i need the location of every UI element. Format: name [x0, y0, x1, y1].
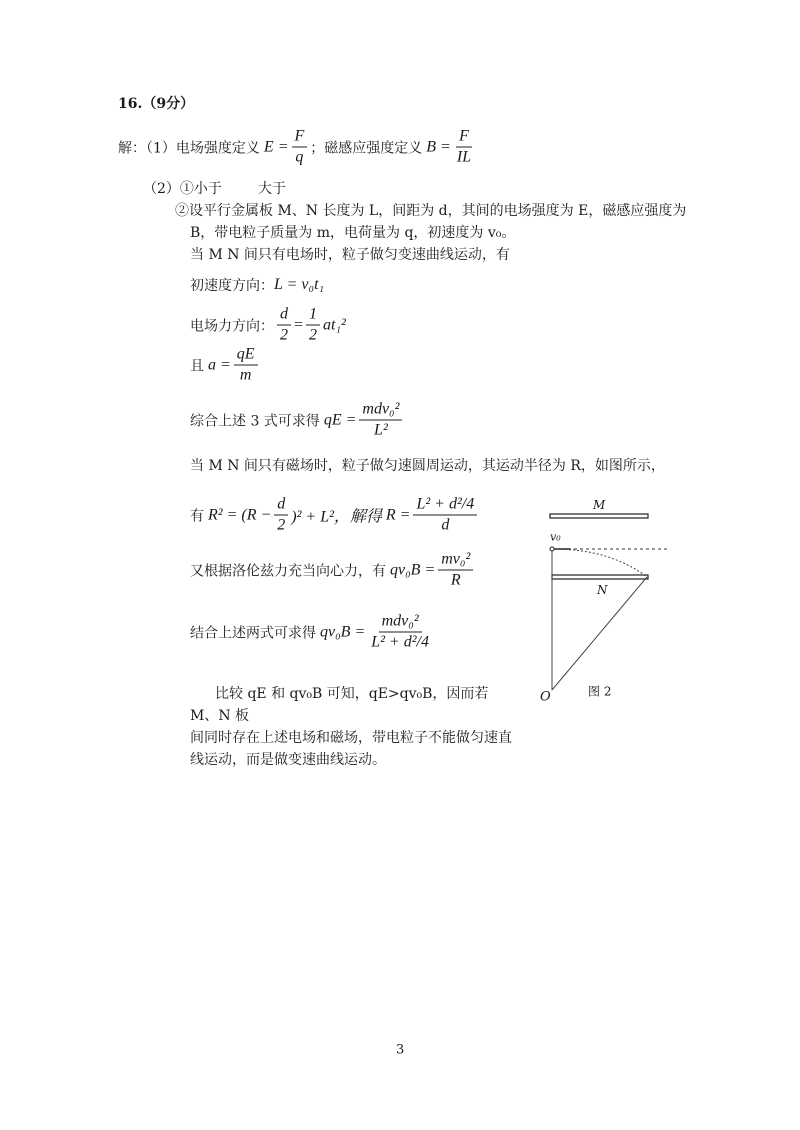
eq2-half-den: 2 [309, 326, 318, 344]
eq1: L = v₀t₁ [274, 276, 325, 293]
conclusion-3: 线运动，而是做变速曲线运动。 [190, 752, 386, 768]
eq2-num: d [277, 305, 291, 326]
b-num: F [456, 127, 472, 148]
eq5-dnum: d [274, 495, 288, 516]
part2-label: （2）①小于 [143, 181, 222, 197]
eq2-equals: = [294, 316, 304, 333]
eq1-label: 初速度方向： [190, 278, 274, 294]
eq4-num: mdv₀² [359, 400, 402, 421]
eq5-c: R = [385, 506, 411, 523]
eq7-label: 结合上述两式可求得 [190, 625, 316, 641]
label-n: N [597, 583, 608, 597]
e-den: q [295, 148, 304, 166]
particle-point [550, 547, 554, 551]
eq2-half-num: 1 [306, 305, 320, 326]
eq5-dden: 2 [277, 516, 286, 534]
plate-n [552, 575, 648, 579]
part1-prefix: 解：（1）电场强度定义 [118, 140, 260, 156]
b-den: IL [456, 148, 472, 166]
part2-line4: 当 M N 间只有磁场时，粒子做匀速圆周运动，其运动半径为 R，如图所示， [190, 458, 665, 474]
eq3-num: qE [234, 345, 258, 366]
conclusion-1: 比较 qE 和 qv₀B 可知，qE>qv₀B，因而若 M、N 板 [190, 686, 489, 724]
eq3-den: m [239, 366, 252, 384]
eq3-lhs: a = [208, 356, 231, 373]
eq4-label: 综合上述 3 式可求得 [190, 413, 320, 429]
eq6-label: 又根据洛伦兹力充当向心力，有 [190, 563, 386, 579]
page-number: 3 [396, 1042, 405, 1058]
eq7-den: L² + d²/4 [371, 633, 429, 651]
eq2-den: 2 [280, 326, 288, 344]
part1-sep: ；磁感应强度定义 [310, 140, 423, 156]
eq6-lhs: qv₀B = [390, 561, 436, 578]
eq5-a: R² = (R − [208, 506, 272, 523]
e-num: F [292, 127, 308, 148]
eq2-label: 电场力方向： [190, 318, 274, 334]
eq4-lhs: qE = [323, 411, 357, 428]
eq6-den: R [450, 571, 461, 589]
eq5-num: L² + d²/4 [413, 495, 477, 516]
part2-line2: B，带电粒子质量为 m，电荷量为 q，初速度为 v₀。 [190, 225, 516, 241]
eq5-den: d [441, 516, 450, 534]
eq6-num: mv₀² [438, 550, 473, 571]
plate-m [550, 514, 648, 518]
label-v0: v₀ [550, 530, 561, 544]
eq4-den: L² [374, 421, 388, 439]
e-lhs: E = [263, 138, 289, 155]
eq3-label: 且 [190, 358, 204, 374]
part2-second: 大于 [258, 181, 286, 197]
problem-number: 16.（9分） [118, 96, 195, 112]
label-m: M [593, 498, 606, 512]
conclusion-2: 间同时存在上述电场和磁场，带电粒子不能做匀速直 [190, 730, 512, 746]
eq2-rest: at₁² [323, 316, 346, 333]
label-o: O [540, 689, 551, 705]
trajectory-arc [553, 549, 647, 577]
figure-caption: 图 2 [588, 684, 612, 699]
eq5-b: )² + L²，解得 [291, 508, 382, 526]
eq5-label: 有 [190, 508, 204, 524]
eq7-num: mdv₀² [379, 612, 422, 633]
part2-line3: 当 M N 间只有电场时，粒子做匀变速曲线运动，有 [190, 247, 510, 263]
part2-line1: ②设平行金属板 M、N 长度为 L，间距为 d，其间的电场强度为 E，磁感应强度为 [175, 203, 687, 219]
eq7-lhs: qv₀B = [320, 623, 366, 640]
b-lhs: B = [426, 138, 451, 155]
